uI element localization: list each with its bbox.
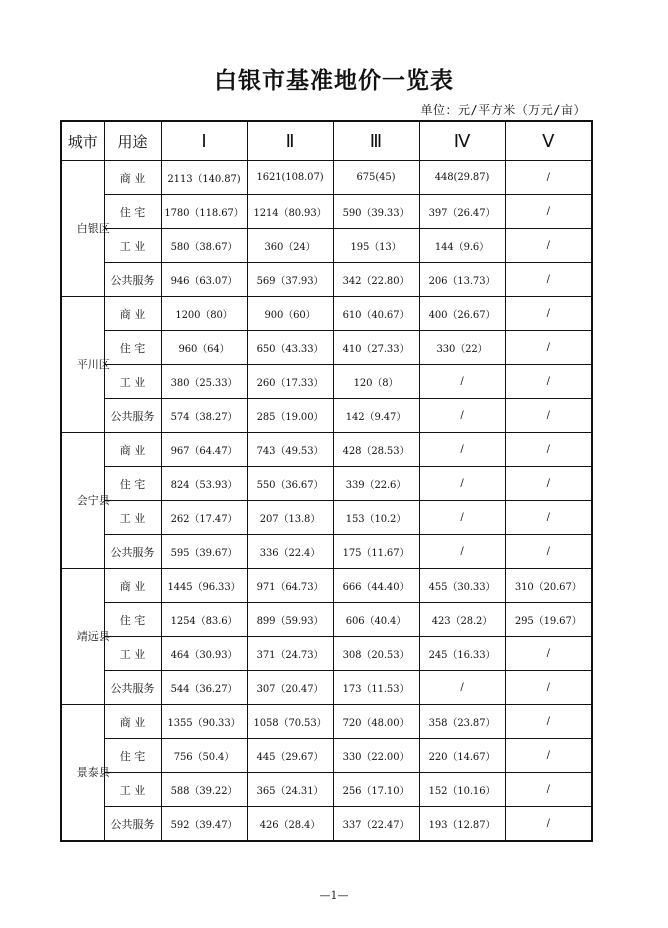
price-cell-grade-1: 1200（80）: [161, 297, 247, 331]
price-cell-grade-4: 193（12.87）: [419, 807, 505, 842]
price-cell-grade-3: 142（9.47）: [333, 399, 419, 433]
price-cell-grade-1: 960（64）: [161, 331, 247, 365]
price-cell-grade-3: 610（40.67）: [333, 297, 419, 331]
land-use-label: 公共服务: [104, 535, 161, 569]
price-cell-grade-5: 310（20.67）: [505, 569, 592, 603]
table-row: [61, 229, 592, 263]
price-cell-grade-2: 307（20.47）: [247, 671, 333, 705]
price-cell-grade-4: 206（13.73）: [419, 263, 505, 297]
land-use-label: 工 业: [104, 365, 161, 399]
header-grade-1: Ⅰ: [161, 121, 247, 161]
price-cell-grade-5: /: [505, 535, 592, 569]
land-use-label: 商 业: [104, 161, 161, 195]
price-cell-grade-3: 339（22.6）: [333, 467, 419, 501]
price-cell-grade-2: 371（24.73）: [247, 637, 333, 671]
price-cell-grade-4: 152（10.16）: [419, 773, 505, 807]
price-cell-grade-5: /: [505, 161, 592, 195]
price-cell-grade-4: 448(29.87): [419, 161, 505, 195]
price-cell-grade-3: 120（8）: [333, 365, 419, 399]
table-body: [61, 161, 592, 842]
region-name: [61, 705, 110, 842]
price-cell-grade-2: 365（24.31）: [247, 773, 333, 807]
price-cell-grade-5: /: [505, 433, 592, 467]
price-cell-grade-5: /: [505, 705, 592, 739]
header-grade-5: Ⅴ: [505, 121, 592, 161]
price-cell-grade-5: /: [505, 229, 592, 263]
price-cell-grade-5: /: [505, 297, 592, 331]
price-cell-grade-1: 574（38.27）: [161, 399, 247, 433]
price-cell-grade-2: 285（19.00）: [247, 399, 333, 433]
price-cell-grade-2: 1214（80.93）: [247, 195, 333, 229]
table-row: [61, 569, 592, 603]
price-cell-grade-1: 380（25.33）: [161, 365, 247, 399]
price-cell-grade-3: 342（22.80）: [333, 263, 419, 297]
table-row: [61, 263, 592, 297]
price-cell-grade-3: 606（40.4）: [333, 603, 419, 637]
region-name: [61, 433, 110, 569]
price-cell-grade-4: /: [419, 433, 505, 467]
land-price-table: [60, 120, 593, 842]
land-use-label: 住 宅: [104, 739, 161, 773]
price-cell-grade-1: 2113（140.87): [161, 161, 247, 195]
price-cell-grade-3: 308（20.53）: [333, 637, 419, 671]
price-cell-grade-1: 824（53.93）: [161, 467, 247, 501]
price-cell-grade-4: /: [419, 399, 505, 433]
land-use-label: 公共服务: [104, 807, 161, 842]
land-use-label: 商 业: [104, 297, 161, 331]
land-use-label: 住 宅: [104, 467, 161, 501]
header-city: 城市: [61, 121, 104, 161]
price-cell-grade-2: 1058（70.53）: [247, 705, 333, 739]
price-cell-grade-1: 946（63.07）: [161, 263, 247, 297]
price-cell-grade-1: 1445（96.33）: [161, 569, 247, 603]
price-cell-grade-5: /: [505, 365, 592, 399]
price-cell-grade-2: 900（60）: [247, 297, 333, 331]
table-row: [61, 297, 592, 331]
price-cell-grade-2: 569（37.93）: [247, 263, 333, 297]
price-cell-grade-3: 337（22.47）: [333, 807, 419, 842]
table-row: [61, 739, 592, 773]
land-use-label: 工 业: [104, 501, 161, 535]
price-cell-grade-3: 175（11.67）: [333, 535, 419, 569]
land-use-label: 工 业: [104, 637, 161, 671]
price-cell-grade-2: 360（24）: [247, 229, 333, 263]
price-cell-grade-3: 590（39.33）: [333, 195, 419, 229]
page-number: —1—: [319, 889, 349, 902]
price-cell-grade-1: 588（39.22）: [161, 773, 247, 807]
table-row: [61, 671, 592, 705]
table-row: [61, 161, 592, 195]
header-grade-4: Ⅳ: [419, 121, 505, 161]
region-name-text: 白银区: [76, 221, 110, 235]
price-cell-grade-4: 455（30.33）: [419, 569, 505, 603]
price-cell-grade-1: 464（30.93）: [161, 637, 247, 671]
price-cell-grade-4: 397（26.47）: [419, 195, 505, 229]
land-use-label: 商 业: [104, 569, 161, 603]
price-cell-grade-5: /: [505, 399, 592, 433]
table-row: [61, 365, 592, 399]
price-cell-grade-1: 595（39.67）: [161, 535, 247, 569]
price-cell-grade-2: 336（22.4）: [247, 535, 333, 569]
region-name-text: 靖远县: [76, 629, 110, 643]
land-use-label: 工 业: [104, 773, 161, 807]
price-cell-grade-3: 153（10.2）: [333, 501, 419, 535]
price-cell-grade-3: 428（28.53）: [333, 433, 419, 467]
table-row: [61, 195, 592, 229]
region-name: [61, 297, 110, 433]
price-cell-grade-5: /: [505, 773, 592, 807]
land-use-label: 公共服务: [104, 399, 161, 433]
price-cell-grade-3: 675(45): [333, 161, 419, 195]
price-cell-grade-3: 173（11.53）: [333, 671, 419, 705]
table-row: [61, 705, 592, 739]
table-row: [61, 433, 592, 467]
table-row: [61, 807, 592, 842]
price-cell-grade-4: 330（22）: [419, 331, 505, 365]
price-cell-grade-5: /: [505, 467, 592, 501]
region-name: [61, 161, 110, 297]
price-cell-grade-4: /: [419, 501, 505, 535]
region-name-text: 平川区: [76, 357, 110, 371]
land-use-label: 住 宅: [104, 195, 161, 229]
price-cell-grade-3: 720（48.00）: [333, 705, 419, 739]
price-cell-grade-4: 358（23.87）: [419, 705, 505, 739]
land-use-label: 公共服务: [104, 671, 161, 705]
unit-note: 单位：元/平方米（万元/亩）: [420, 103, 586, 117]
price-cell-grade-4: 400（26.67）: [419, 297, 505, 331]
price-cell-grade-5: /: [505, 195, 592, 229]
price-cell-grade-5: /: [505, 331, 592, 365]
price-cell-grade-3: 256（17.10）: [333, 773, 419, 807]
land-use-label: 商 业: [104, 433, 161, 467]
table-row: [61, 399, 592, 433]
table-row: [61, 773, 592, 807]
land-use-label: 住 宅: [104, 603, 161, 637]
header-grade-3: Ⅲ: [333, 121, 419, 161]
price-cell-grade-1: 967（64.47）: [161, 433, 247, 467]
price-cell-grade-2: 426（28.4）: [247, 807, 333, 842]
header-row: [61, 121, 592, 161]
land-use-label: 公共服务: [104, 263, 161, 297]
price-cell-grade-2: 207（13.8）: [247, 501, 333, 535]
price-cell-grade-1: 756（50.4）: [161, 739, 247, 773]
price-cell-grade-1: 1254（83.6）: [161, 603, 247, 637]
price-cell-grade-3: 195（13）: [333, 229, 419, 263]
land-use-label: 工 业: [104, 229, 161, 263]
price-cell-grade-1: 580（38.67）: [161, 229, 247, 263]
table-row: [61, 603, 592, 637]
price-cell-grade-2: 445（29.67）: [247, 739, 333, 773]
price-cell-grade-4: /: [419, 365, 505, 399]
document-title: 白银市基准地价一览表: [214, 67, 454, 94]
price-cell-grade-4: 144（9.6）: [419, 229, 505, 263]
price-cell-grade-2: 650（43.33）: [247, 331, 333, 365]
price-cell-grade-3: 410（27.33）: [333, 331, 419, 365]
table-row: [61, 501, 592, 535]
table-row: [61, 331, 592, 365]
header-grade-2: Ⅱ: [247, 121, 333, 161]
price-cell-grade-5: /: [505, 807, 592, 842]
price-cell-grade-5: /: [505, 671, 592, 705]
price-cell-grade-4: /: [419, 535, 505, 569]
price-cell-grade-5: /: [505, 739, 592, 773]
region-name: [61, 569, 110, 705]
price-cell-grade-4: /: [419, 467, 505, 501]
header-use: 用途: [104, 121, 161, 161]
price-cell-grade-5: /: [505, 501, 592, 535]
price-cell-grade-5: /: [505, 263, 592, 297]
price-cell-grade-2: 743（49.53）: [247, 433, 333, 467]
table-row: [61, 637, 592, 671]
land-use-label: 住 宅: [104, 331, 161, 365]
price-cell-grade-1: 544（36.27）: [161, 671, 247, 705]
price-cell-grade-2: 1621(108.07): [247, 161, 333, 195]
price-cell-grade-3: 666（44.40）: [333, 569, 419, 603]
price-cell-grade-4: /: [419, 671, 505, 705]
price-cell-grade-5: 295（19.67）: [505, 603, 592, 637]
price-cell-grade-4: 423（28.2）: [419, 603, 505, 637]
price-cell-grade-1: 262（17.47）: [161, 501, 247, 535]
table-row: [61, 535, 592, 569]
price-cell-grade-2: 899（59.93）: [247, 603, 333, 637]
price-cell-grade-4: 245（16.33）: [419, 637, 505, 671]
price-cell-grade-1: 1780（118.67）: [161, 195, 247, 229]
price-cell-grade-2: 550（36.67）: [247, 467, 333, 501]
region-name-text: 会宁县: [76, 493, 110, 507]
price-cell-grade-3: 330（22.00）: [333, 739, 419, 773]
region-name-text: 景泰县: [76, 765, 110, 779]
price-cell-grade-2: 971（64.73）: [247, 569, 333, 603]
land-use-label: 商 业: [104, 705, 161, 739]
price-cell-grade-4: 220（14.67）: [419, 739, 505, 773]
price-cell-grade-5: /: [505, 637, 592, 671]
table-row: [61, 467, 592, 501]
price-cell-grade-2: 260（17.33）: [247, 365, 333, 399]
price-cell-grade-1: 592（39.47）: [161, 807, 247, 842]
price-cell-grade-1: 1355（90.33）: [161, 705, 247, 739]
